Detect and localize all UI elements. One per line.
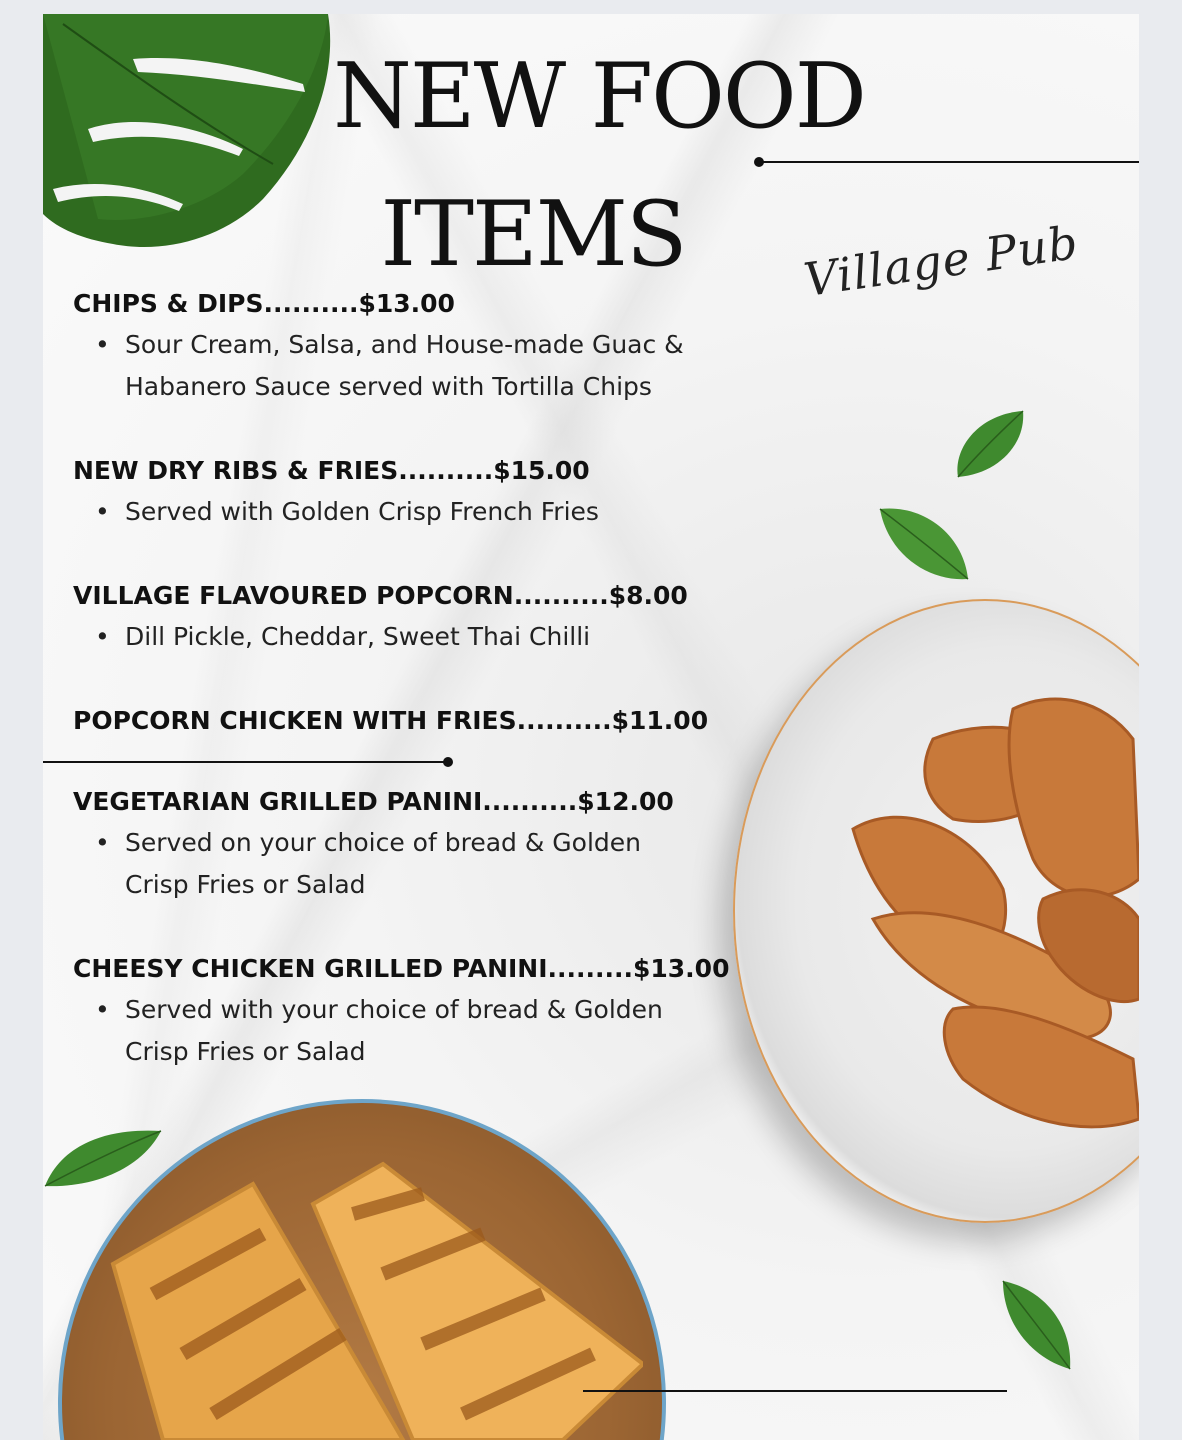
menu-item-desc: • Dill Pickle, Cheddar, Sweet Thai Chilli (73, 616, 773, 658)
menu-item-title: VILLAGE FLAVOURED POPCORN..........$8.00 (73, 581, 688, 610)
leaf-icon (948, 409, 1028, 484)
brand-script: Village Pub (800, 215, 1082, 307)
title-line-1: NEW FOOD (333, 44, 865, 149)
menu-item (73, 289, 773, 408)
leaf-icon (878, 504, 973, 584)
divider-middle (43, 761, 446, 763)
rule-dot (443, 757, 453, 767)
divider-bottom (583, 1390, 1007, 1392)
chicken-tenders-icon (813, 679, 1139, 1149)
menu-item-desc: • Served with Golden Crisp French Fries (73, 491, 773, 533)
menu-item-title: NEW DRY RIBS & FRIES..........$15.00 (73, 456, 590, 485)
title-line-2: ITEMS (380, 182, 686, 287)
menu-item-desc: • Served with your choice of bread & Golden Crisp Fries or Salad (73, 989, 773, 1073)
menu-poster (43, 14, 1139, 1440)
menu-item-desc: • Served on your choice of bread & Golden Crisp Fries or Salad (73, 822, 773, 906)
menu-item-title: CHEESY CHICKEN GRILLED PANINI.........$13.00 (73, 954, 730, 983)
panini-icon (83, 1144, 643, 1440)
menu-item-title: POPCORN CHICKEN WITH FRIES..........$11.00 (73, 706, 709, 735)
leaf-icon (998, 1279, 1078, 1374)
menu-item-desc: • Sour Cream, Salsa, and House-made Guac & Habanero Sauce served with Tortilla Chips (73, 324, 773, 408)
menu-item (73, 456, 773, 533)
menu-item (73, 581, 773, 658)
menu-item-title: CHIPS & DIPS..........$13.00 (73, 289, 455, 318)
menu-item (73, 787, 773, 906)
menu-item (73, 954, 773, 1073)
menu-item (73, 706, 773, 735)
menu-item-title: VEGETARIAN GRILLED PANINI..........$12.00 (73, 787, 674, 816)
divider-top (759, 161, 1139, 163)
